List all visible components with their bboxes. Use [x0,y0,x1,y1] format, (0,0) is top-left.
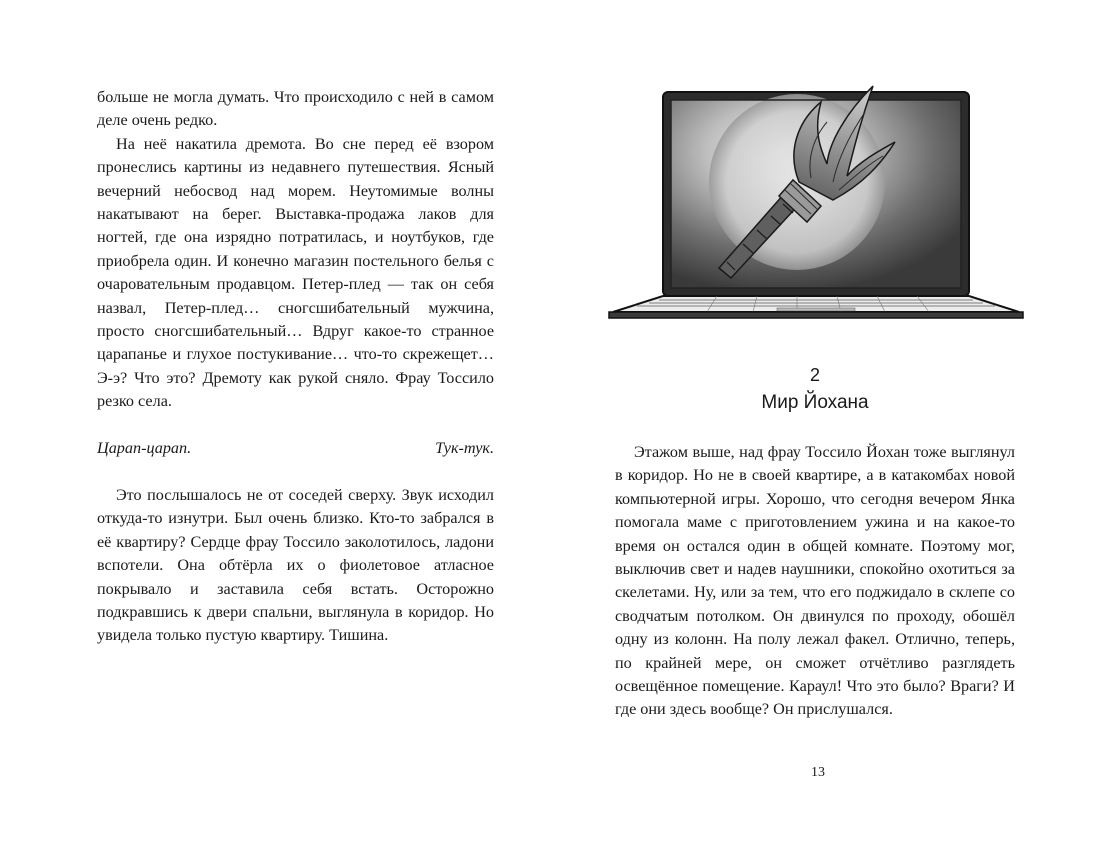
sound-effects-line [97,437,494,460]
paragraph: Это послышалось не от соседей сверху. Звук исходил откуда-то изнутри. Был очень близко. Кто-то забрался в её квартиру? Сердце фрау Тоссило заколотилось, ладони вспотели. Она обтёрла их о фиолетовое атласное покрывало и заставила себя встать. Осторожно подкравшись к двери спальни, выглянула в коридор. Но увидела только пустую квартиру. Тишина. [97,486,494,645]
laptop-with-torch-illustration [607,72,1025,320]
right-text-block [615,441,1015,722]
paragraph: На неё накатила дремота. Во сне перед её взором пронеслись картины из недавнего путешествия. Ясный вечерний небосвод над морем. Неутомимые волны накатывают на берег. Выставка-продажа лаков для ногтей, где она изрядно потратилась, и ноутбуков, где приобрела один. И конечно магазин постельного белья с очаровательным продавцом. Петер-плед — так он себя назвал, Петер-плед… сногсшибательный мужчина, просто сногсшибательный… Вдруг какое-то странное царапанье и глухое постукивание… что-то скрежещет… Э-э? Что это? Дремоту как рукой сняло. Фрау Тоссило резко села. [97,134,494,411]
page-number: 13 [811,765,825,780]
paragraph: Этажом выше, над фрау Тоссило Йохан тоже выглянул в коридор. Но не в своей квартире, а в катакомбах новой компьютерной игры. Хорошо, что сегодня вечером Янка помогала маме с приготовлением ужина и на какое-то время он остался один в общей комнате. Поэтому мог, выключив свет и надев наушники, спокойно охотиться за скелетами. Ну, или за тем, что его поджидало в склепе со сводчатым потолком. Он двинулся по проходу, обошёл одну из колонн. На полу лежал факел. Отлично, теперь, по крайней мере, он сможет отчётливо разглядеть освещённое помещение. Караул! Что это было? Враги? И где они здесь вообще? Он прислушался. [615,443,1015,719]
right-page [555,0,1110,864]
left-text-block-2 [97,484,494,648]
sfx-knock: Тук-тук. [435,439,494,457]
chapter-number: 2 [809,365,820,385]
left-text-block-1 [97,86,494,414]
paragraph: больше не могла думать. Что происходило с ней в самом деле очень редко. [97,88,494,130]
chapter-title: Мир Йохана [761,392,869,413]
sfx-scratch: Царап-царап. [97,439,192,457]
